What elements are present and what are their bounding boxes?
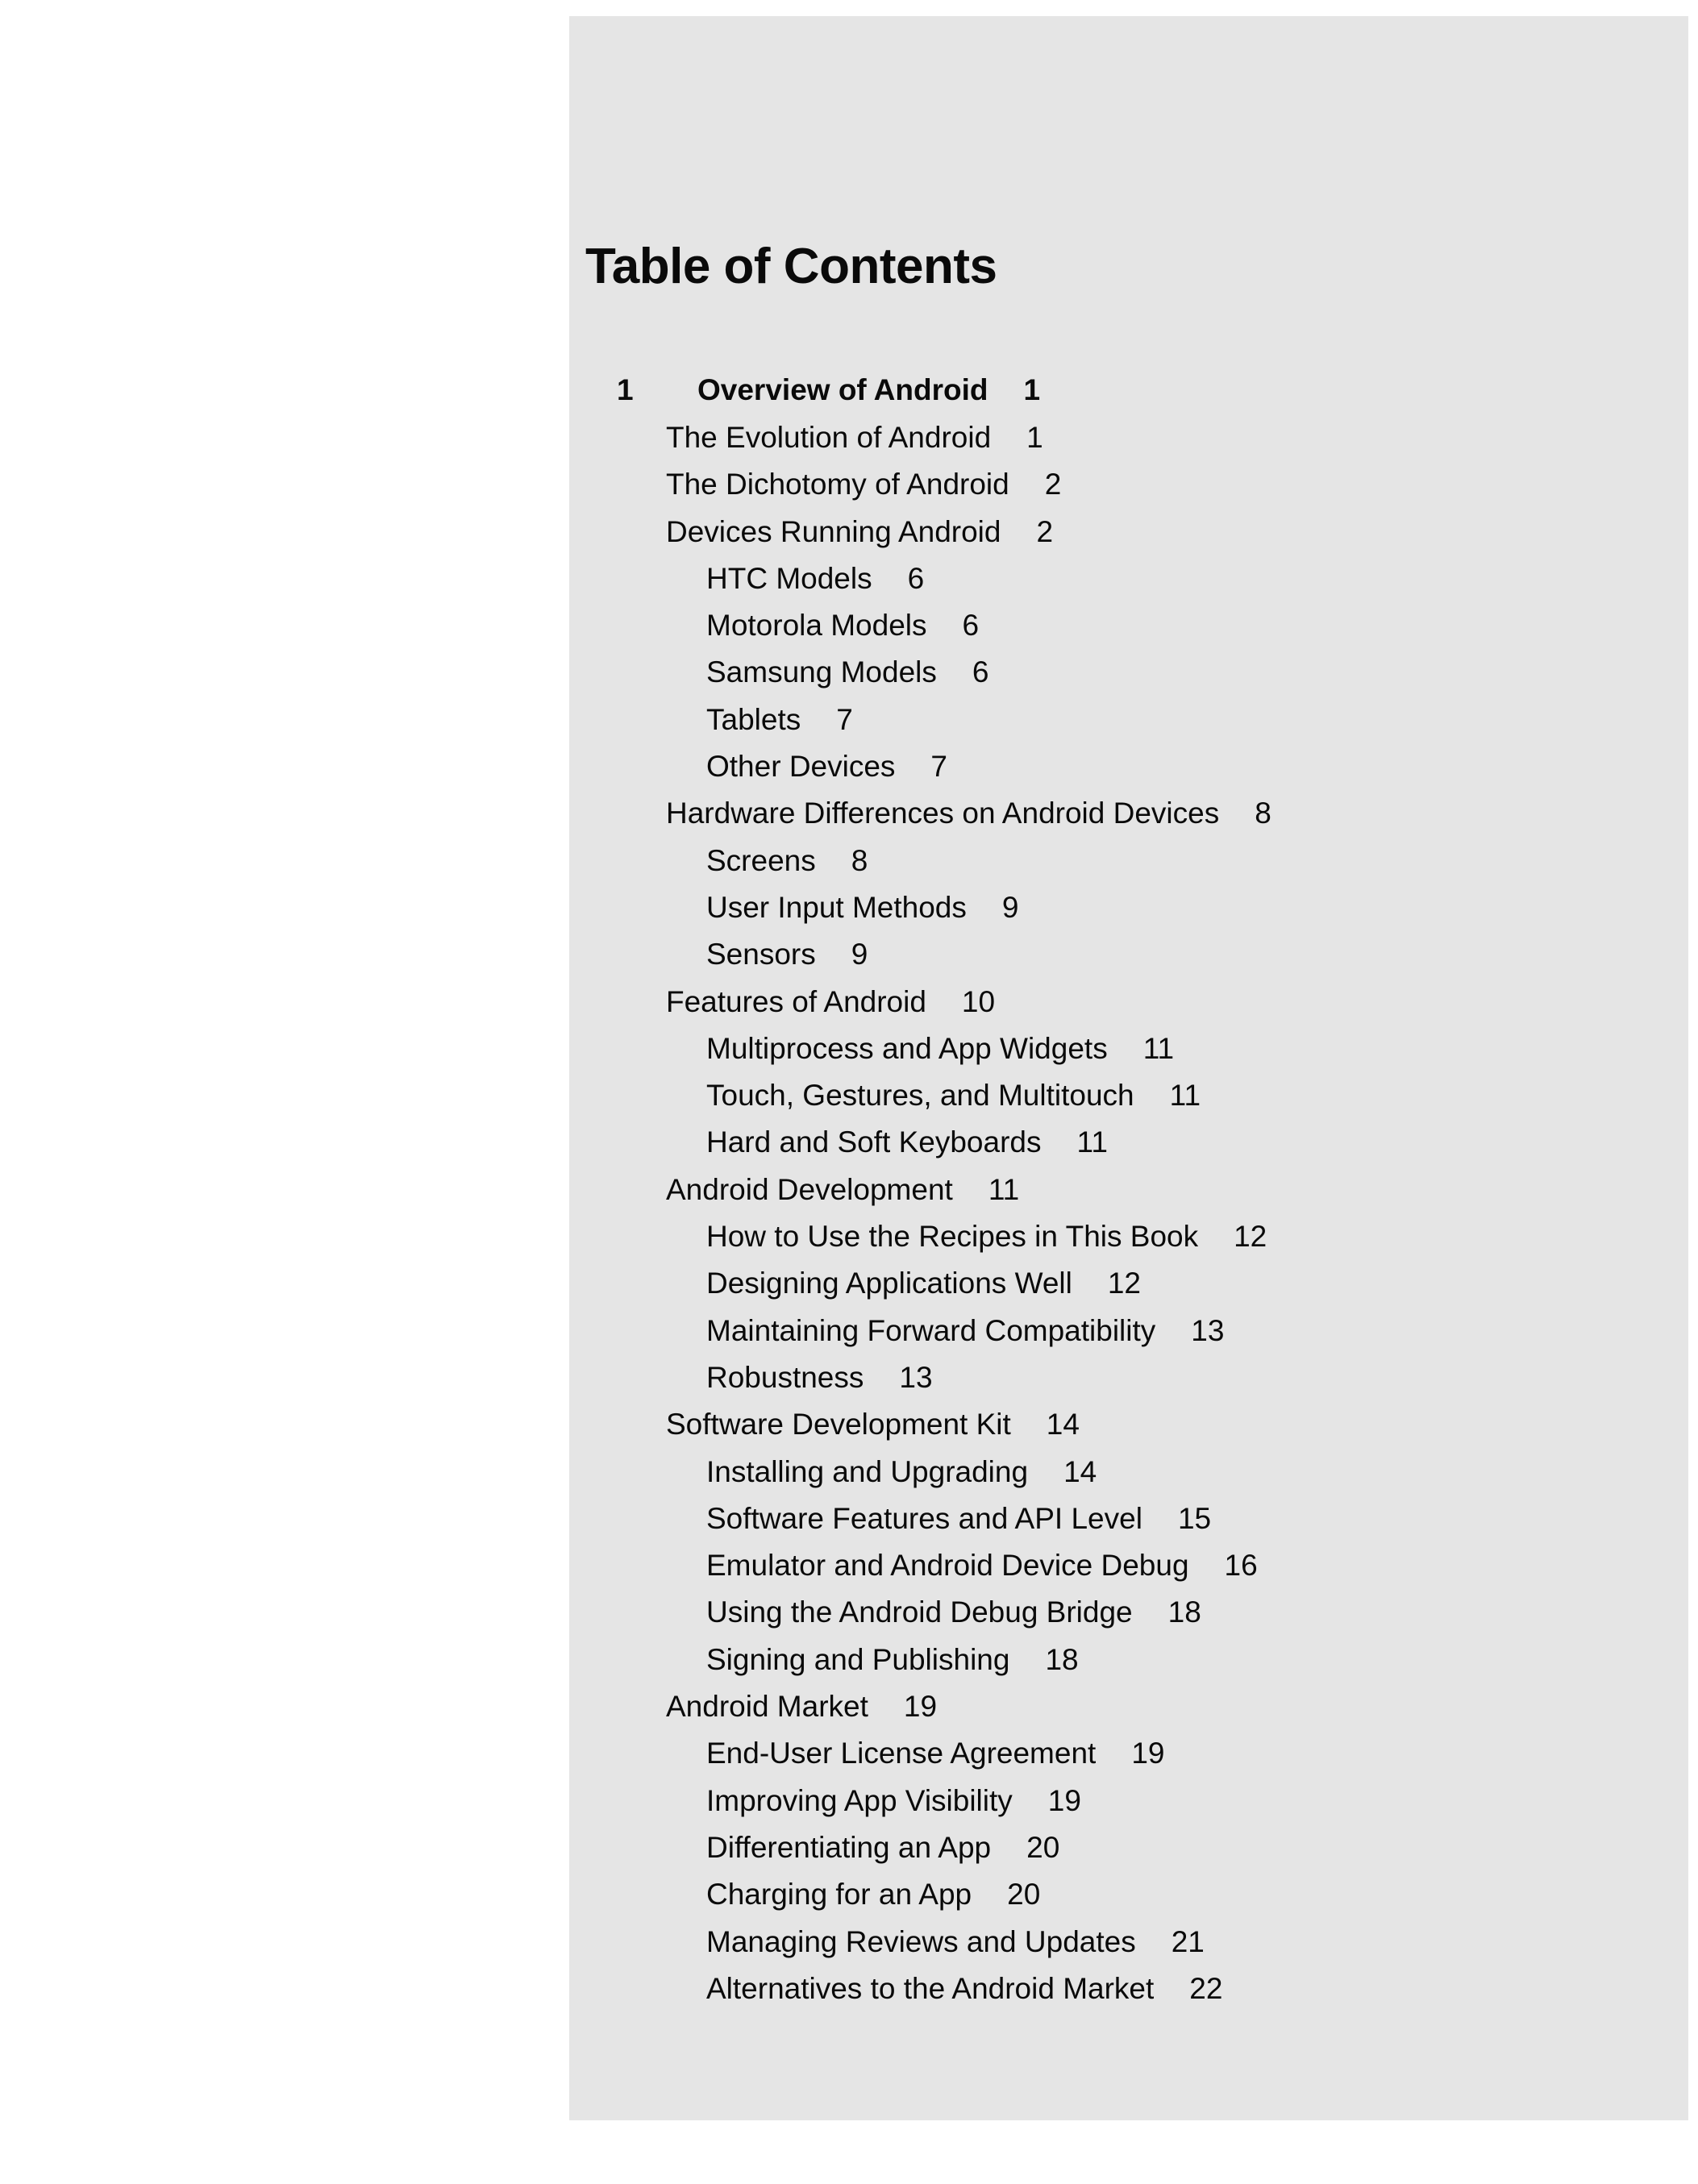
toc-section-entry[interactable] [569,461,1271,508]
toc-entry-title: Sensors [706,938,816,971]
toc-entry-page-number: 19 [903,1690,938,1724]
toc-entry-page-number: 9 [1001,890,1019,924]
toc-section-entry[interactable] [569,790,1271,837]
toc-subsection-entry[interactable] [569,697,1271,743]
toc-entry-title: How to Use the Recipes in This Book [706,1220,1199,1254]
toc-entry-title: Software Development Kit [666,1408,1011,1441]
toc-subsection-entry[interactable] [569,1919,1271,1966]
toc-subsection-entry[interactable] [569,1966,1271,2012]
toc-subsection-entry[interactable] [569,1260,1271,1307]
toc-entry-page-number: 11 [1076,1125,1108,1159]
toc-entry-title: Managing Reviews and Updates [706,1924,1136,1958]
toc-entry-title: Maintaining Forward Compatibility [706,1313,1156,1347]
toc-entry-title: Multiprocess and App Widgets [706,1031,1108,1065]
toc-section-entry[interactable] [569,509,1271,555]
chapter-heading[interactable] [617,369,1040,411]
toc-entry-title: Differentiating an App [706,1830,992,1864]
toc-panel [569,16,1688,2120]
chapter-number: 1 [617,373,634,406]
toc-section-entry[interactable] [569,1167,1271,1213]
toc-entry-title: Improving App Visibility [706,1783,1013,1817]
toc-entry-title: Designing Applications Well [706,1267,1072,1300]
toc-entry-title: Robustness [706,1360,864,1394]
toc-subsection-entry[interactable] [569,1589,1271,1636]
toc-entry-page-number: 18 [1045,1642,1079,1676]
toc-entry-title: Other Devices [706,750,896,784]
toc-subsection-entry[interactable] [569,1308,1271,1354]
toc-section-entry[interactable] [569,979,1271,1025]
toc-entry-page-number: 14 [1046,1408,1080,1441]
toc-entry-title: HTC Models [706,561,872,595]
toc-entry-page-number: 13 [899,1360,933,1394]
toc-subsection-entry[interactable] [569,931,1271,978]
toc-subsection-entry[interactable] [569,1213,1271,1260]
toc-entry-title: Hardware Differences on Android Devices [666,797,1220,830]
chapter-title: Overview of Android [697,373,988,406]
toc-entry-title: Signing and Publishing [706,1642,1010,1676]
toc-entry-title: The Dichotomy of Android [666,468,1009,501]
toc-entry-title: Using the Android Debug Bridge [706,1595,1133,1629]
toc-entry-title: Tablets [706,702,801,736]
toc-entry-page-number: 8 [1255,797,1271,830]
toc-subsection-entry[interactable] [569,743,1271,790]
toc-entry-title: Android Development [666,1172,953,1206]
toc-entry-title: Installing and Upgrading [706,1454,1029,1488]
toc-entry-title: Motorola Models [706,609,927,643]
toc-subsection-entry[interactable] [569,884,1271,931]
toc-entry-title: Features of Android [666,984,926,1018]
toc-entry-title: Screens [706,843,816,877]
toc-entry-page-number: 16 [1224,1549,1258,1583]
toc-entry-page-number: 15 [1177,1501,1212,1535]
toc-subsection-entry[interactable] [569,555,1271,602]
toc-subsection-entry[interactable] [569,838,1271,884]
chapter-page-number: 1 [1023,373,1041,406]
toc-entry-page-number: 6 [962,609,980,643]
toc-entry-title: The Evolution of Android [666,421,992,454]
toc-subsection-entry[interactable] [569,1354,1271,1401]
toc-entry-page-number: 19 [1131,1737,1165,1770]
toc-section-entry[interactable] [569,414,1271,461]
toc-entry-title: Software Features and API Level [706,1501,1142,1535]
toc-entry-title: End-User License Agreement [706,1737,1097,1770]
toc-entry-page-number: 14 [1063,1454,1097,1488]
toc-entry-page-number: 20 [1026,1830,1060,1864]
toc-subsection-entry[interactable] [569,649,1271,696]
toc-entry-page-number: 11 [1142,1031,1175,1065]
toc-entry-title: Hard and Soft Keyboards [706,1125,1042,1159]
toc-section-entry[interactable] [569,1683,1271,1730]
toc-entry-page-number: 9 [851,938,868,971]
toc-entry-page-number: 19 [1047,1783,1081,1817]
toc-entry-page-number: 11 [988,1172,1020,1206]
toc-entry-title: Alternatives to the Android Market [706,1971,1155,2005]
toc-list [569,414,1271,2012]
toc-entry-title: Charging for an App [706,1878,972,1912]
toc-entry-page-number: 7 [930,750,947,784]
toc-entry-title: Emulator and Android Device Debug [706,1549,1189,1583]
toc-entry-page-number: 10 [961,984,996,1018]
toc-entry-page-number: 1 [1026,421,1043,454]
toc-subsection-entry[interactable] [569,1449,1271,1496]
toc-entry-title: Samsung Models [706,655,937,689]
toc-entry-page-number: 6 [972,655,989,689]
toc-section-entry[interactable] [569,1401,1271,1448]
toc-entry-page-number: 7 [836,702,853,736]
toc-entry-title: Devices Running Android [666,514,1001,548]
toc-entry-page-number: 2 [1036,514,1054,548]
toc-subsection-entry[interactable] [569,1496,1271,1542]
toc-subsection-entry[interactable] [569,1542,1271,1589]
toc-entry-page-number: 12 [1107,1267,1142,1300]
toc-entry-page-number: 8 [851,843,868,877]
toc-subsection-entry[interactable] [569,1730,1271,1777]
toc-subsection-entry[interactable] [569,1778,1271,1824]
toc-entry-title: User Input Methods [706,890,967,924]
toc-entry-page-number: 11 [1169,1079,1201,1113]
toc-subsection-entry[interactable] [569,602,1271,649]
toc-entry-page-number: 2 [1044,468,1062,501]
toc-entry-page-number: 12 [1234,1220,1267,1254]
toc-entry-page-number: 13 [1191,1313,1225,1347]
toc-entry-page-number: 21 [1171,1924,1205,1958]
toc-entry-page-number: 22 [1189,1971,1223,2005]
toc-entry-page-number: 6 [907,561,925,595]
toc-subsection-entry[interactable] [569,1072,1271,1119]
toc-entry-title: Android Market [666,1690,868,1724]
toc-subsection-entry[interactable] [569,1119,1271,1166]
page-title: Table of Contents [585,239,997,294]
toc-entry-page-number: 18 [1167,1595,1201,1629]
toc-subsection-entry[interactable] [569,1871,1271,1918]
toc-subsection-entry[interactable] [569,1637,1271,1683]
toc-entry-page-number: 20 [1007,1878,1041,1912]
toc-entry-title: Touch, Gestures, and Multitouch [706,1079,1134,1113]
toc-subsection-entry[interactable] [569,1025,1271,1072]
toc-subsection-entry[interactable] [569,1824,1271,1871]
